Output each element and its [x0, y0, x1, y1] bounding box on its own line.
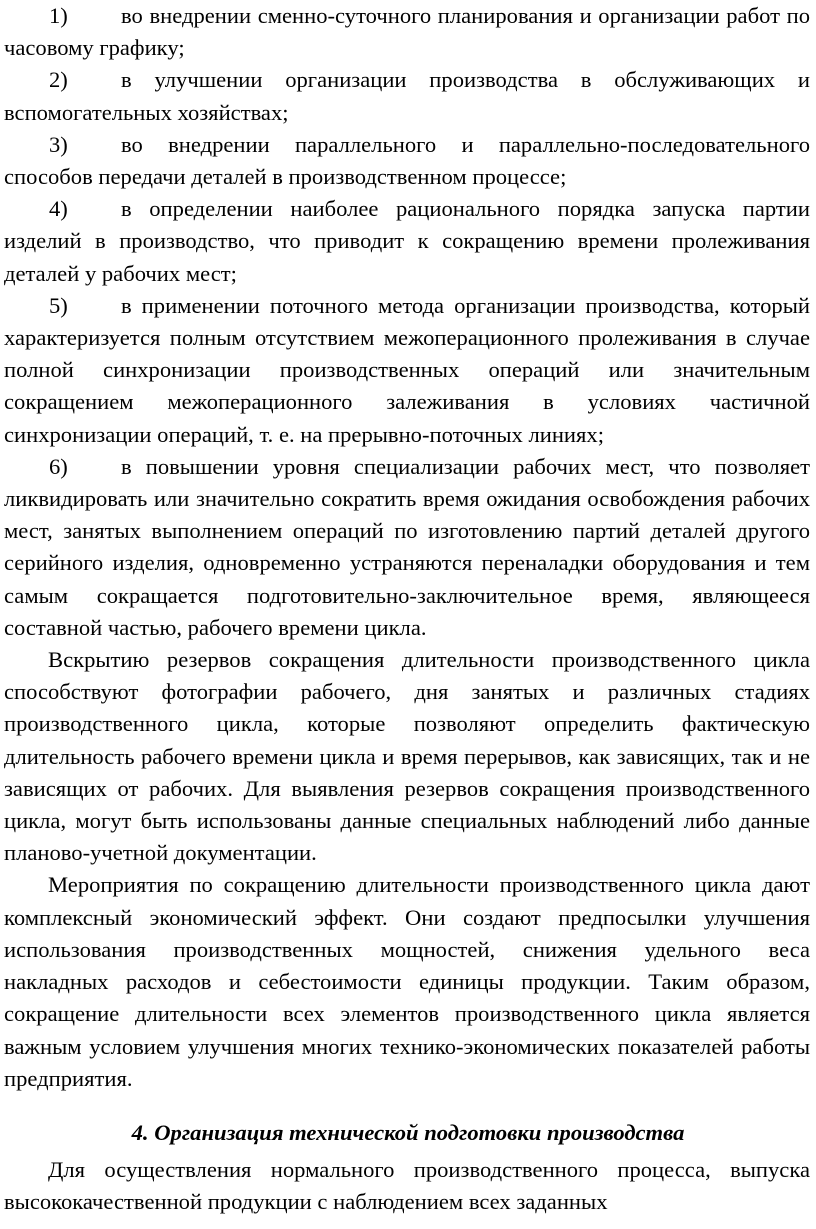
body-paragraph-measures: Мероприятия по сокращению длительности производственного цикла дают комплексный экономический эффект. Они создают предпосылки улучшения использования производственных мощностей, снижения удельного веса накладных расходов и себестоимости единицы продукции. Таким образом, сокращение длительности всех элементов производственного цикла является важным условием улучшения многих технико-экономических показателей работы предприятия.: [4, 872, 810, 1091]
list-item-text: в повышении уровня специализации рабочих мест, что позволяет ликвидировать или значительно сократить время ожидания освобождения рабочих мест, занятых выполнением операций по изготовлению партий деталей другого серийного изделия, одновременно устраняются переналадки оборудования и тем самым сокращается подготовительно-заключительное время, являющееся составной частью, рабочего времени цикла.: [4, 453, 810, 640]
list-item-4: [0, 193, 816, 290]
spacer: [0, 1095, 816, 1117]
list-item-text: во внедрении сменно-суточного планирования и организации работ по часовому графику;: [4, 3, 810, 61]
list-item-text: в улучшении организации производства в обслуживающих и вспомогательных хозяйствах;: [4, 67, 810, 125]
list-item-text: в применении поточного метода организации производства, который характеризуется полным отсутствием межоперационного пролеживания в случае полной синхронизации производственных операций или значительным сокращением межоперационного залеживания в условиях частичной синхронизации операций, т. е. на прерывно-поточных линиях;: [4, 292, 810, 447]
list-item-text: во внедрении параллельного и параллельно-последовательного способов передачи деталей в производственном процессе;: [4, 131, 810, 190]
list-item-2: [0, 64, 816, 128]
list-item-text: в определении наиболее рационального порядка запуска партии изделий в производство, что приводит к сокращению времени пролеживания деталей у рабочих мест;: [4, 196, 810, 286]
list-item-number: 2): [49, 67, 68, 93]
list-item-number: 5): [49, 292, 68, 318]
list-item-6: [0, 451, 816, 644]
list-item-1: [0, 0, 816, 64]
list-item-number: 4): [49, 196, 68, 222]
list-item-number: 3): [49, 131, 68, 157]
body-paragraph-final: Для осуществления нормального производственного процесса, выпуска высококачественной продукции с наблюдением всех заданных: [4, 1157, 810, 1215]
body-paragraph-reserves: Вскрытию резервов сокращения длительности производственного цикла способствуют фотографии рабочего, дня занятых и различных стадиях производственного цикла, которые позволяют определить фактическую длительность рабочего времени цикла и время перерывов, как зависящих, так и не зависящих от рабочих. Для выявления резервов сокращения производственного цикла, могут быть использованы данные специальных наблюдений либо данные планово-учетной документации.: [4, 647, 810, 866]
list-item-number: 6): [49, 453, 68, 479]
list-item-5: [0, 290, 816, 451]
section-heading: 4. Организация технической подготовки производства: [131, 1119, 685, 1145]
list-item-number: 1): [49, 3, 68, 28]
list-item-3: [0, 129, 816, 193]
